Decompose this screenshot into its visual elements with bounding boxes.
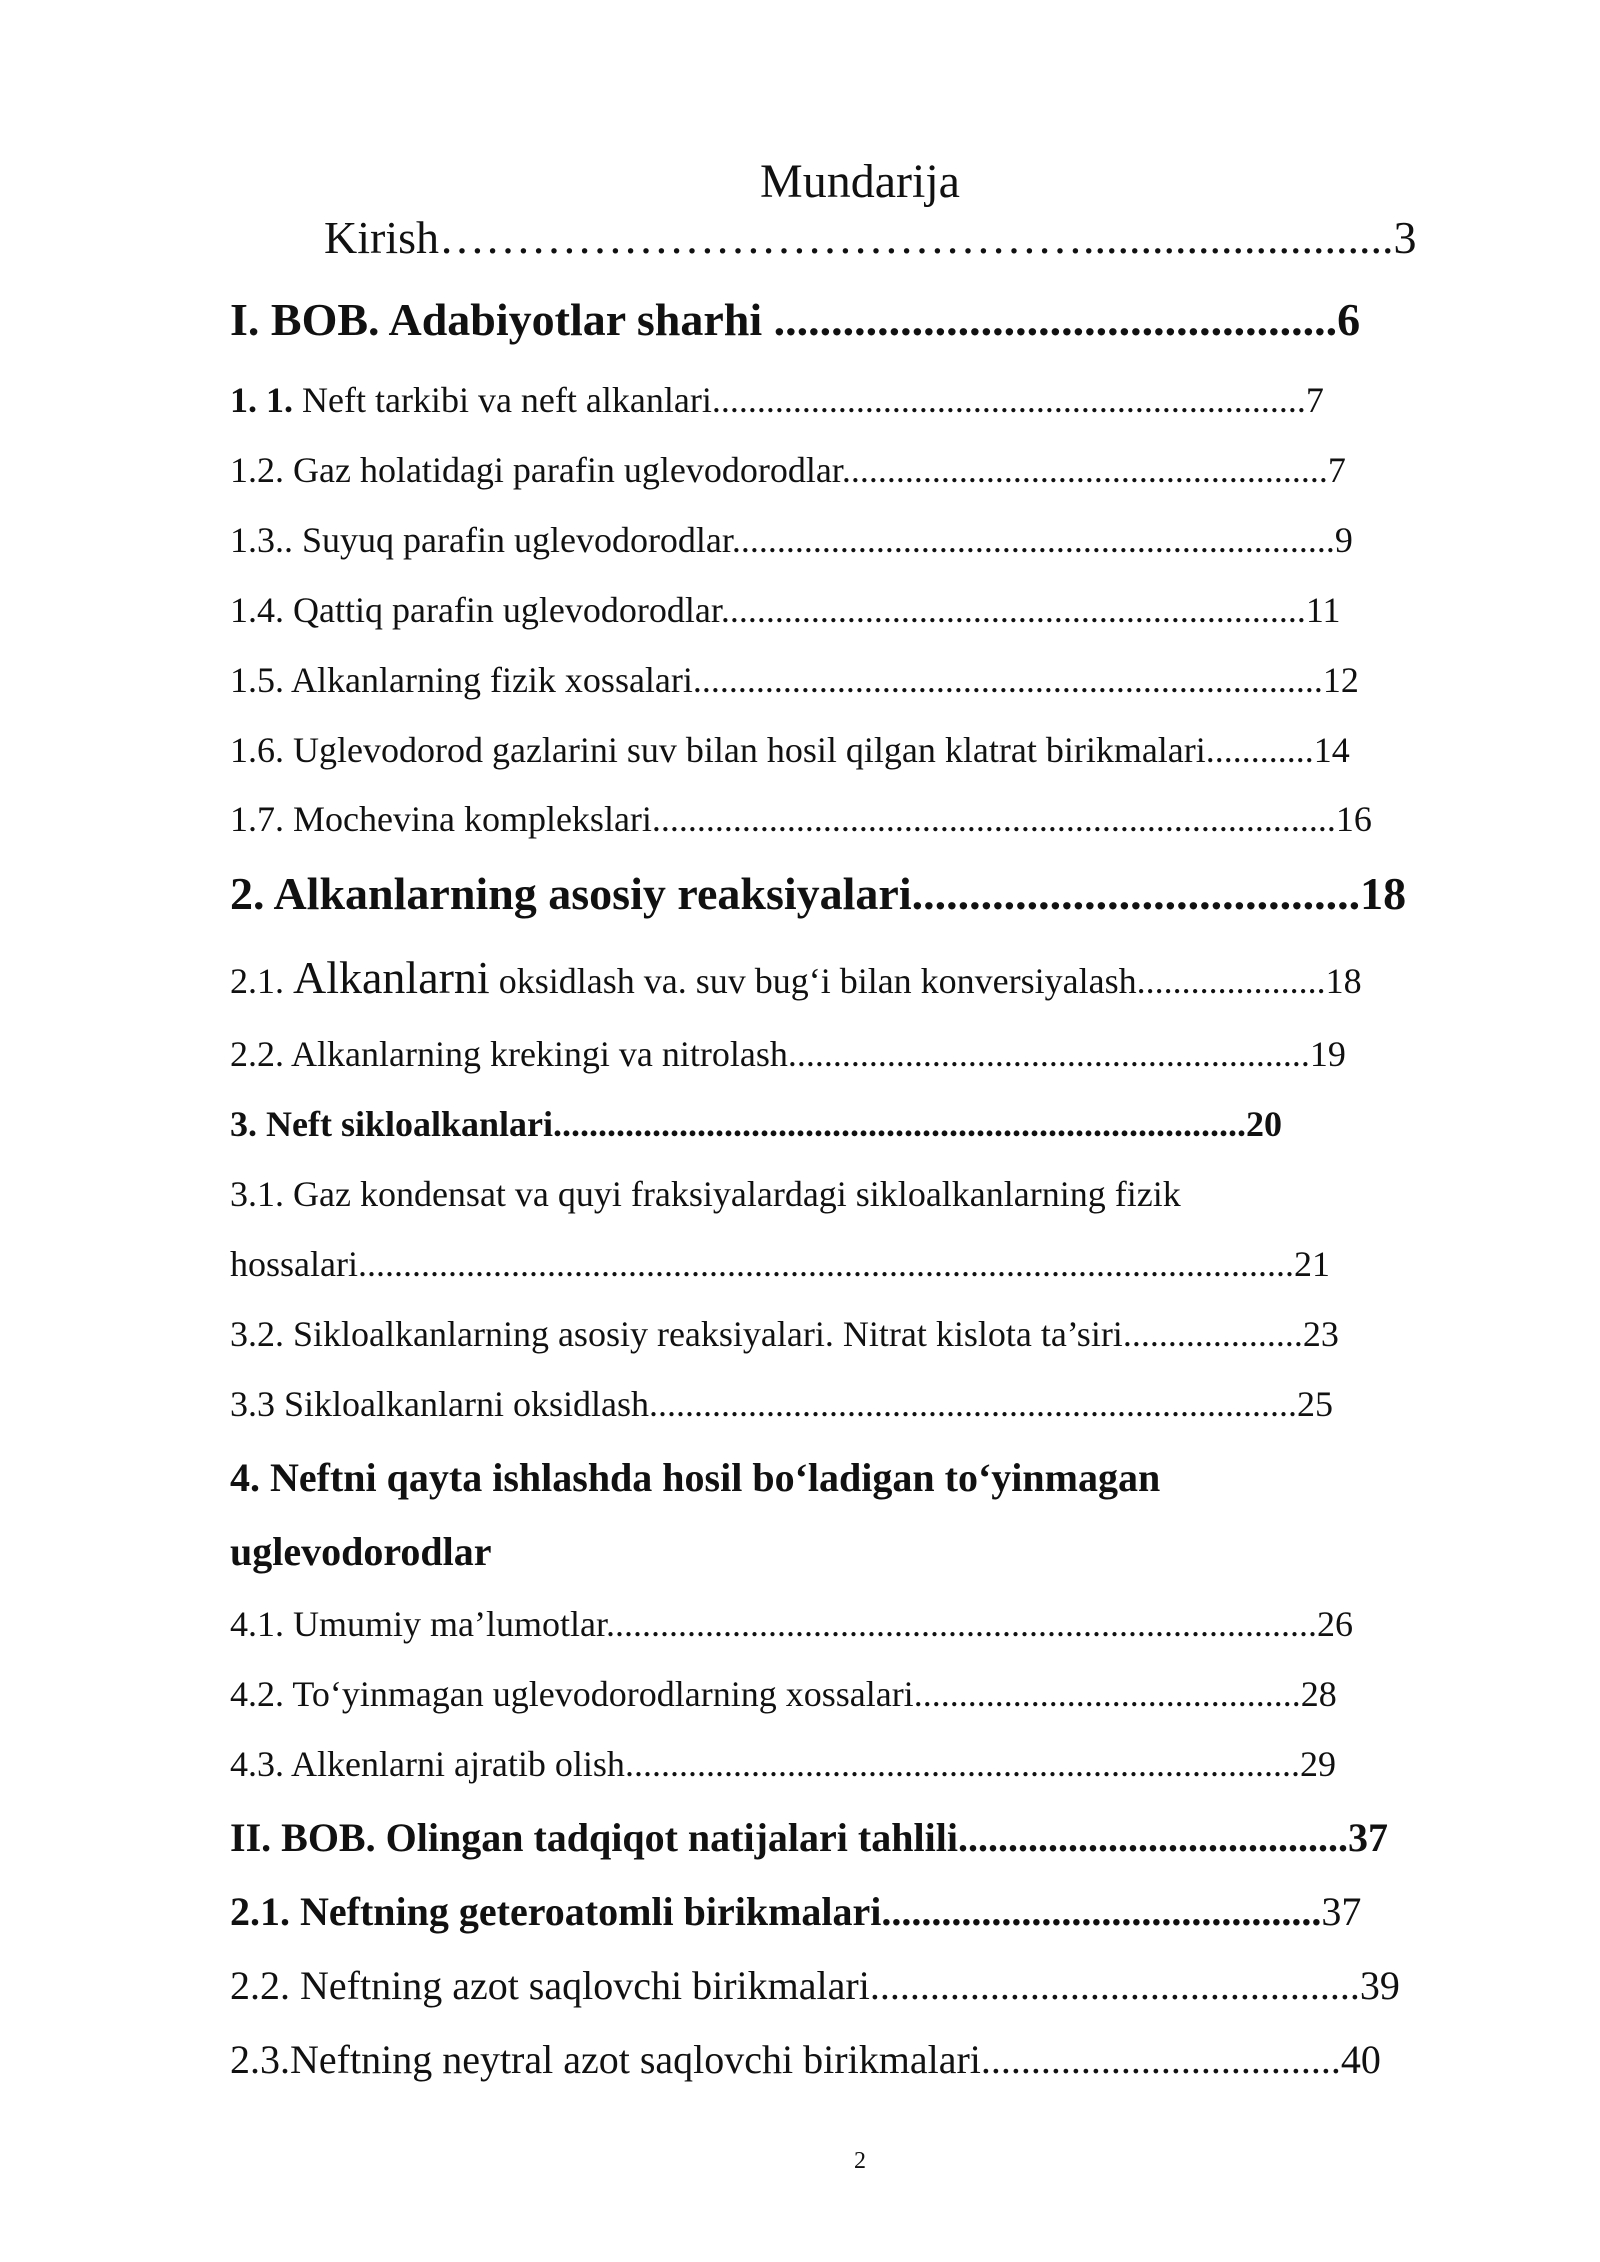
toc-entry-text: 4.1. Umumiy ma’lumotlar — [230, 1604, 606, 1644]
toc-entry-page: 12 — [1322, 660, 1359, 700]
toc-entry-4-2 — [230, 1672, 1480, 1716]
toc-entry-page: 9 — [1334, 520, 1353, 560]
toc-entry-3-2 — [230, 1312, 1480, 1356]
toc-entry-page: 7 — [1327, 450, 1346, 490]
toc-entry-page: 23 — [1302, 1314, 1339, 1354]
toc-entry-1-5 — [230, 658, 1495, 702]
toc-entry-leader: ................................................. — [869, 1963, 1360, 2008]
toc-entry-leader: ....................................... — [911, 868, 1361, 919]
toc-entry-number: 2.1. — [230, 961, 293, 1001]
toc-entry-text: Kirish — [324, 212, 439, 263]
toc-entry-text: 2.2. Alkanlarning krekingi va nitrolash — [230, 1034, 788, 1074]
toc-entry-page: 39 — [1359, 1963, 1400, 2008]
toc-entry-leader: ............................................................................... — [605, 1604, 1317, 1644]
toc-entry-page: 25 — [1296, 1384, 1333, 1424]
toc-entry-page: 16 — [1335, 799, 1372, 839]
toc-entry-4-1 — [230, 1602, 1474, 1646]
toc-entry-section-4-continued — [230, 1526, 1488, 1578]
toc-entry-page: 18 — [1325, 961, 1362, 1001]
toc-entry-page: 21 — [1293, 1244, 1330, 1284]
toc-entry-page: 20 — [1246, 1104, 1283, 1144]
toc-entry-1-4 — [230, 588, 1488, 632]
toc-entry-4-3 — [230, 1742, 1488, 1786]
toc-entry-kirish — [324, 208, 1476, 268]
toc-entry-chapter-1 — [230, 290, 1488, 350]
toc-entry-leader: ........................................................................ — [648, 1384, 1297, 1424]
toc-entry-3-3 — [230, 1382, 1480, 1426]
toc-entry-page: 7 — [1305, 380, 1324, 420]
toc-entry-leader: ............................................................................ — [651, 799, 1336, 839]
toc-entry-1-1 — [230, 378, 1488, 422]
toc-entry-leader: ................................................................. — [720, 590, 1306, 630]
toc-entry-1-2 — [230, 448, 1488, 492]
toc-entry-text: 1.7. Mochevina komplekslari — [230, 799, 652, 839]
toc-entry-text: oksidlash va. suv bug‘i bilan konversiyalash — [489, 961, 1137, 1001]
toc-entry-leader: .................................... — [980, 2037, 1341, 2082]
toc-entry-text: Neft tarkibi va neft alkanlari — [293, 380, 712, 420]
page-title: Mundarija — [760, 155, 960, 208]
toc-entry-page: 6 — [1337, 294, 1361, 345]
toc-entry-section-2 — [230, 864, 1488, 924]
toc-entry-1-7 — [230, 797, 1488, 841]
toc-entry-leader: ............ — [1205, 730, 1314, 770]
toc-entry-2-1 — [230, 950, 1488, 1009]
toc-entry-page: 28 — [1300, 1674, 1337, 1714]
toc-entry-1-6 — [230, 728, 1495, 772]
toc-entry-leader: ........................................... — [913, 1674, 1301, 1714]
toc-entry-keyword: Alkanlarni — [293, 952, 490, 1003]
toc-entry-page: 29 — [1299, 1744, 1336, 1784]
toc-entry-page: 14 — [1313, 730, 1350, 770]
toc-entry-text: 1.2. Gaz holatidagi parafin uglevodorodlar — [230, 450, 842, 490]
toc-entry-leader: ........................................................................... — [624, 1744, 1300, 1784]
toc-entry-text: 3.3 Sikloalkanlarni oksidlash — [230, 1384, 649, 1424]
toc-entry-page: 11 — [1305, 590, 1341, 630]
toc-entry-text: 1.6. Uglevodorod gazlarini suv bilan hosil qilgan klatrat birikmalari — [230, 730, 1206, 770]
toc-entry-text: 1.4. Qattiq parafin uglevodorodlar — [230, 590, 721, 630]
toc-entry-page: 3 — [1393, 212, 1417, 263]
toc-entry-text: 3.2. Sikloalkanlarning asosiy reaksiyalari. Nitrat kislota ta’siri — [230, 1314, 1123, 1354]
toc-entry-leader: ...................................................... — [841, 450, 1328, 490]
toc-entry-text: 2.1. Neftning geteroatomli birikmalari — [230, 1889, 882, 1934]
toc-entry-leader: ...................................................................... — [692, 660, 1323, 700]
toc-entry-text: uglevodorodlar — [230, 1529, 492, 1574]
toc-entry-text: 4.3. Alkenlarni ajratib olish — [230, 1744, 625, 1784]
toc-entry-leader: ................................................................... — [731, 520, 1335, 560]
toc-entry-page: 19 — [1309, 1034, 1346, 1074]
toc-entry-leader: ............................................................................. — [553, 1104, 1247, 1144]
toc-entry-2-1-heteroatom — [230, 1886, 1488, 1938]
toc-entry-1-3 — [230, 518, 1488, 562]
toc-entry-text: II. BOB. Olingan tadqiqot natijalari tahlili — [230, 1815, 958, 1860]
page-number: 2 — [854, 2148, 866, 2174]
toc-entry-page: 26 — [1316, 1604, 1353, 1644]
toc-entry-leader: ................................................. — [773, 294, 1338, 345]
toc-entry-text: hossalari — [230, 1244, 358, 1284]
toc-entry-leader: ............................................ — [881, 1889, 1322, 1934]
toc-entry-number: 1. 1. — [230, 380, 293, 420]
toc-entry-page: 18 — [1360, 868, 1407, 919]
toc-entry-text: 1.3.. Suyuq parafin uglevodorodlar — [230, 520, 732, 560]
toc-entry-leader: ........................................................................................................ — [357, 1244, 1294, 1284]
toc-entry-leader: .................................................................. — [711, 380, 1306, 420]
toc-entry-text: 3. Neft sikloalkanlari — [230, 1104, 554, 1144]
toc-entry-text: 2. Alkanlarning asosiy reaksiyalari — [230, 868, 912, 919]
toc-entry-2-3-neutral-nitrogen — [230, 2034, 1482, 2086]
toc-entry-leader: .................... — [1122, 1314, 1303, 1354]
toc-entry-text: 2.3.Neftning neytral azot saqlovchi birikmalari — [230, 2037, 981, 2082]
toc-entry-section-4 — [230, 1452, 1488, 1504]
toc-entry-text: 4. Neftni qayta ishlashda hosil bo‘ladigan to‘yinmagan — [230, 1455, 1161, 1500]
toc-entry-leader: ……………………………………........................... — [439, 212, 1394, 263]
toc-entry-page: 37 — [1321, 1889, 1362, 1934]
toc-entry-text: 4.2. To‘yinmagan uglevodorodlarning xossalari — [230, 1674, 914, 1714]
toc-entry-chapter-2 — [230, 1812, 1492, 1864]
toc-entry-leader: ..................... — [1136, 961, 1326, 1001]
toc-entry-3-1-continued — [230, 1242, 1480, 1286]
toc-entry-page: 37 — [1347, 1815, 1388, 1860]
toc-entry-text: 3.1. Gaz kondensat va quyi fraksiyalardagi sikloalkanlarning fizik — [230, 1174, 1181, 1214]
toc-entry-text: I. BOB. Adabiyotlar sharhi — [230, 294, 774, 345]
toc-entry-2-2 — [230, 1032, 1488, 1076]
toc-entry-text: 1.5. Alkanlarning fizik xossalari — [230, 660, 693, 700]
toc-entry-leader: .......................................................... — [787, 1034, 1310, 1074]
toc-entry-3-1 — [230, 1172, 1488, 1216]
toc-entry-page: 40 — [1340, 2037, 1381, 2082]
toc-entry-section-3 — [230, 1102, 1480, 1146]
toc-entry-text: 2.2. Neftning azot saqlovchi birikmalari — [230, 1963, 870, 2008]
toc-entry-2-2-nitrogen — [230, 1960, 1482, 2012]
toc-entry-leader: ....................................... — [957, 1815, 1348, 1860]
